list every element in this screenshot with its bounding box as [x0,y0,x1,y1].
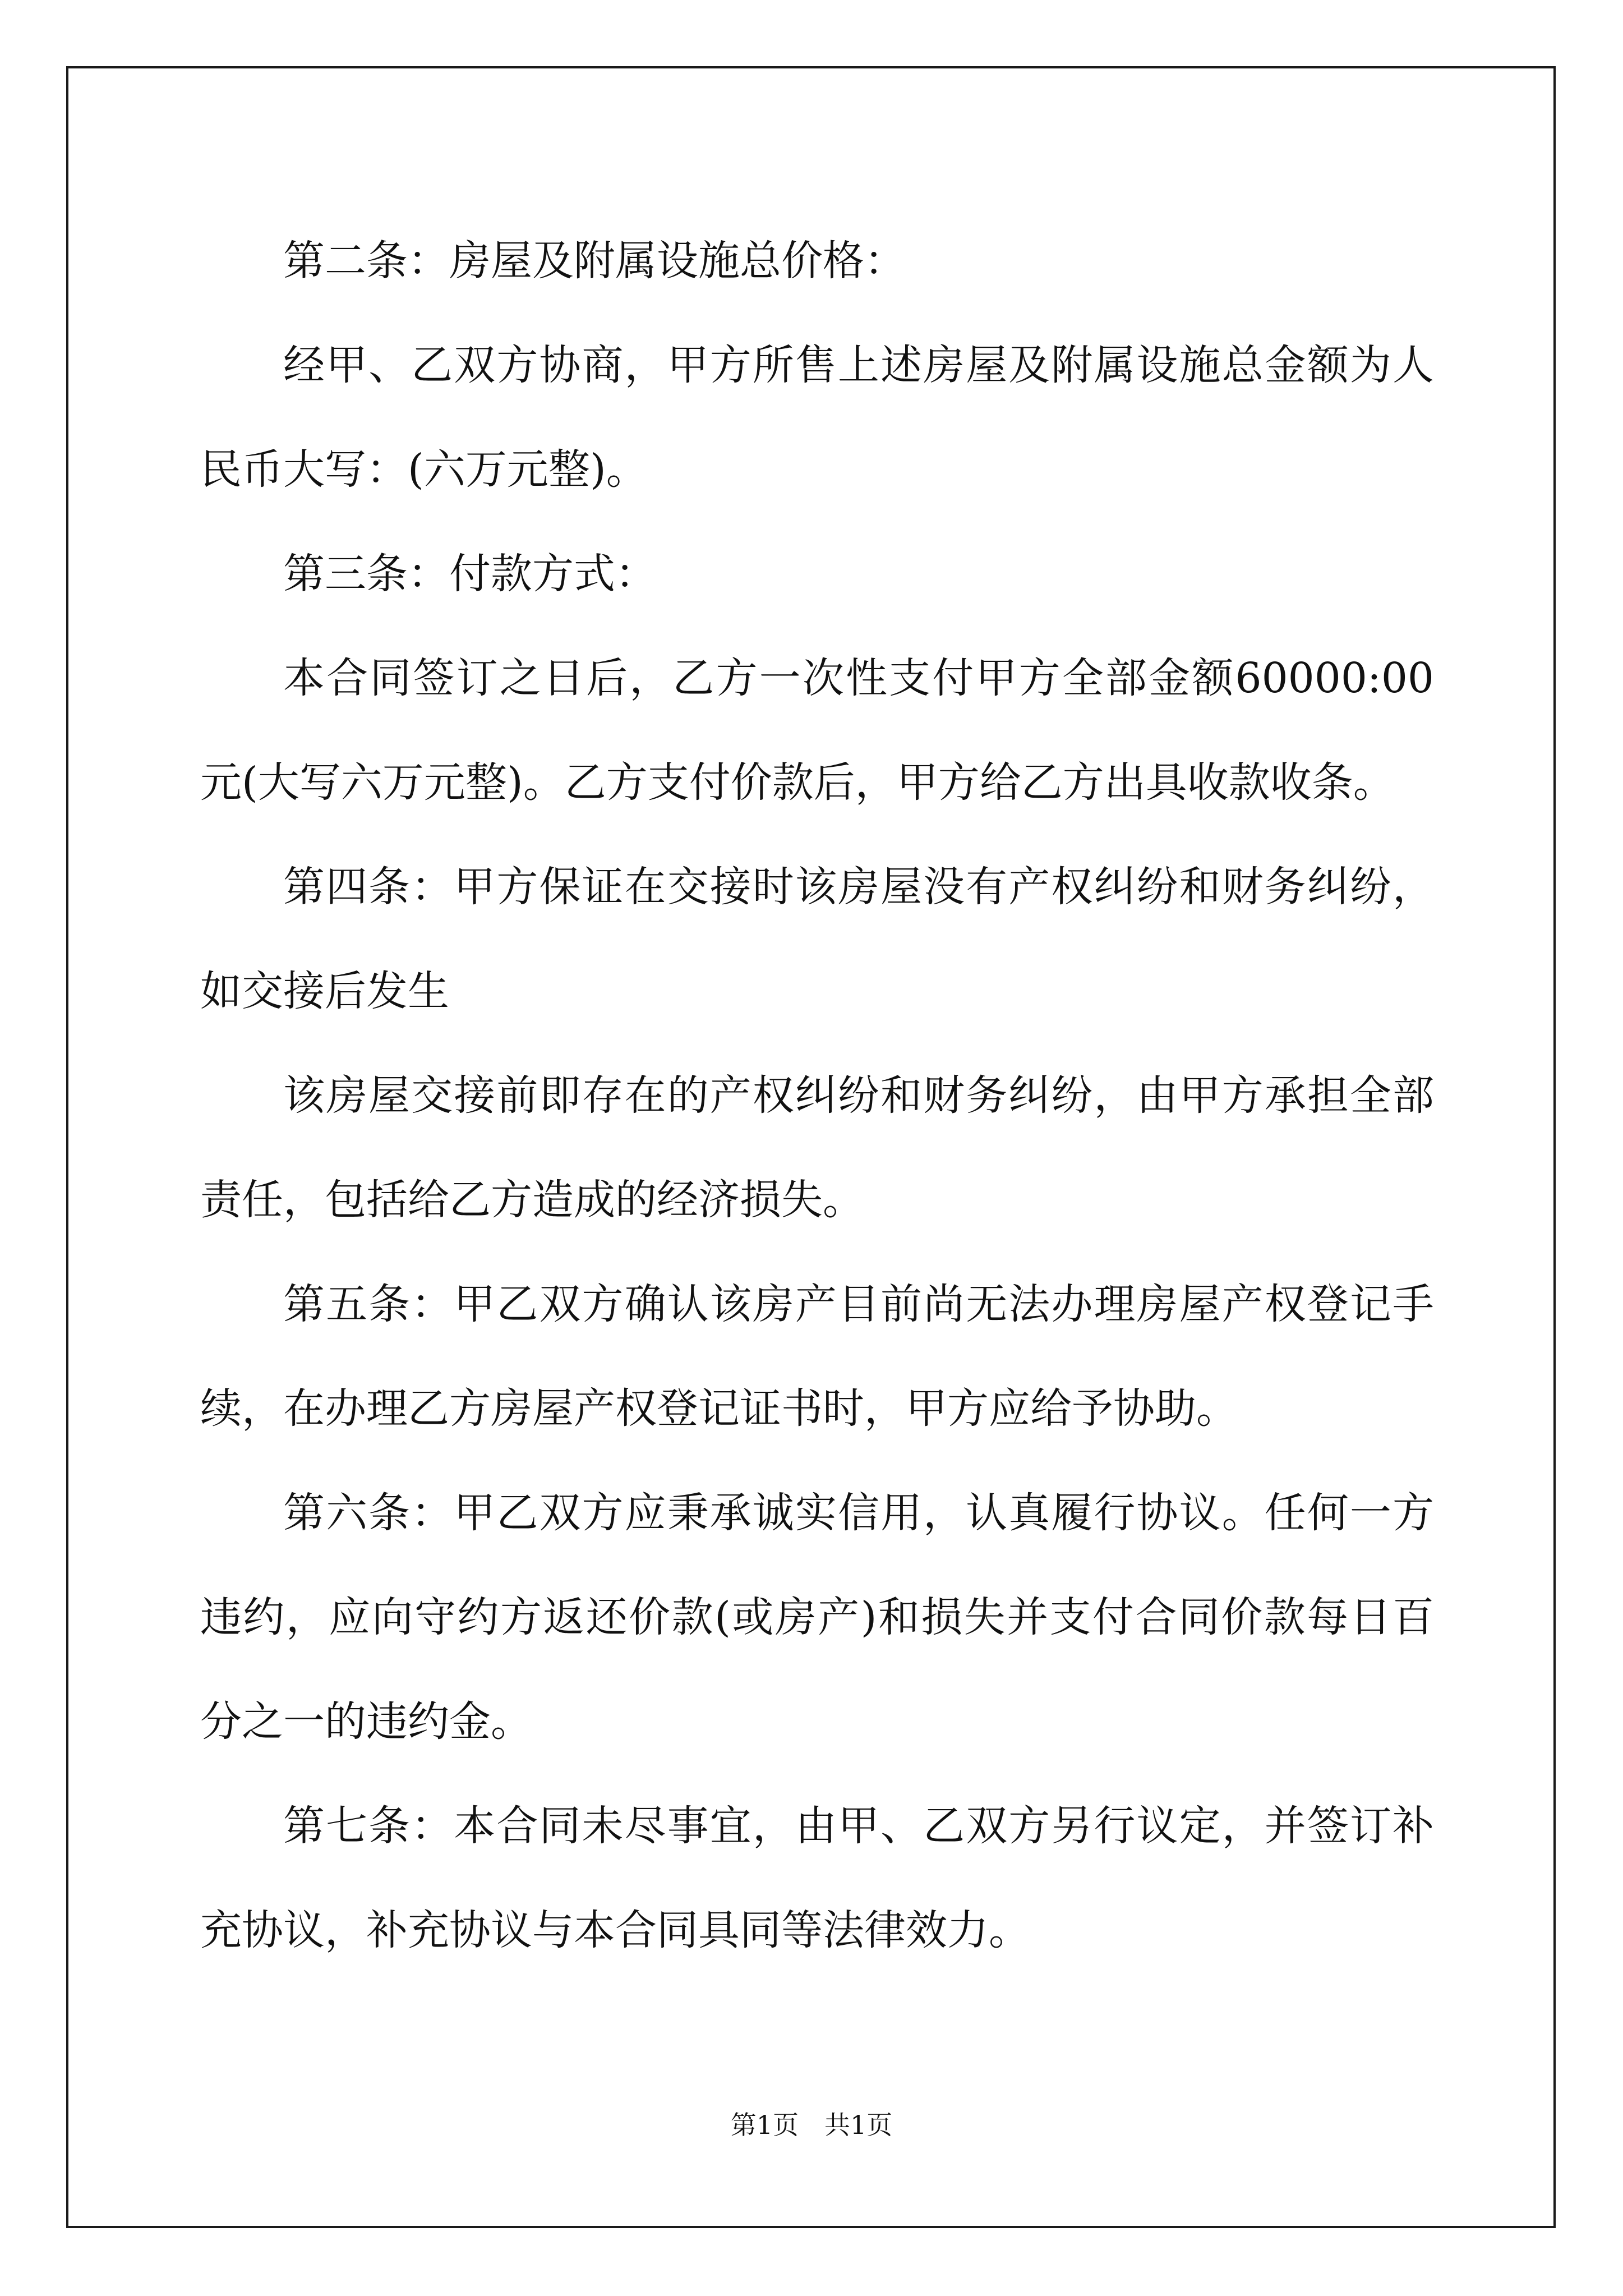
article-4-continuation: 该房屋交接前即存在的产权纠纷和财务纠纷，由甲方承担全部责任，包括给乙方造成的经济损失。 [200,1071,1434,1224]
article-2-text: 经甲、乙双方协商，甲方所售上述房屋及附属设施总金额为人民币大写：(六万元整)。 [200,341,1434,494]
article-4-text: 第四条：甲方保证在交接时该房屋没有产权纠纷和财务纠纷，如交接后发生 [200,863,1434,1015]
article-3-heading: 第三条：付款方式： [283,550,657,598]
article-6-text: 第六条：甲乙双方应秉承诚实信用，认真履行协议。任何一方违约，应向守约方返还价款(或房产)和损失并支付合同价款每日百分之一的违约金。 [200,1489,1434,1746]
page-number: 第1页 共1页 [730,2110,893,2140]
article-5-text: 第五条：甲乙双方确认该房产目前尚无法办理房屋产权登记手续，在办理乙方房屋产权登记证书时，甲方应给予协助。 [200,1280,1434,1433]
article-2-heading: 第二条：房屋及附属设施总价格： [283,237,906,285]
document-body [200,209,1434,1982]
article-7-text: 第七条：本合同未尽事宜，由甲、乙双方另行议定，并签订补充协议，补充协议与本合同具同等法律效力。 [200,1802,1434,1954]
article-3-text: 本合同签订之日后，乙方一次性支付甲方全部金额60000:00元(大写六万元整)。乙方支付价款后，甲方给乙方出具收款收条。 [200,654,1434,807]
